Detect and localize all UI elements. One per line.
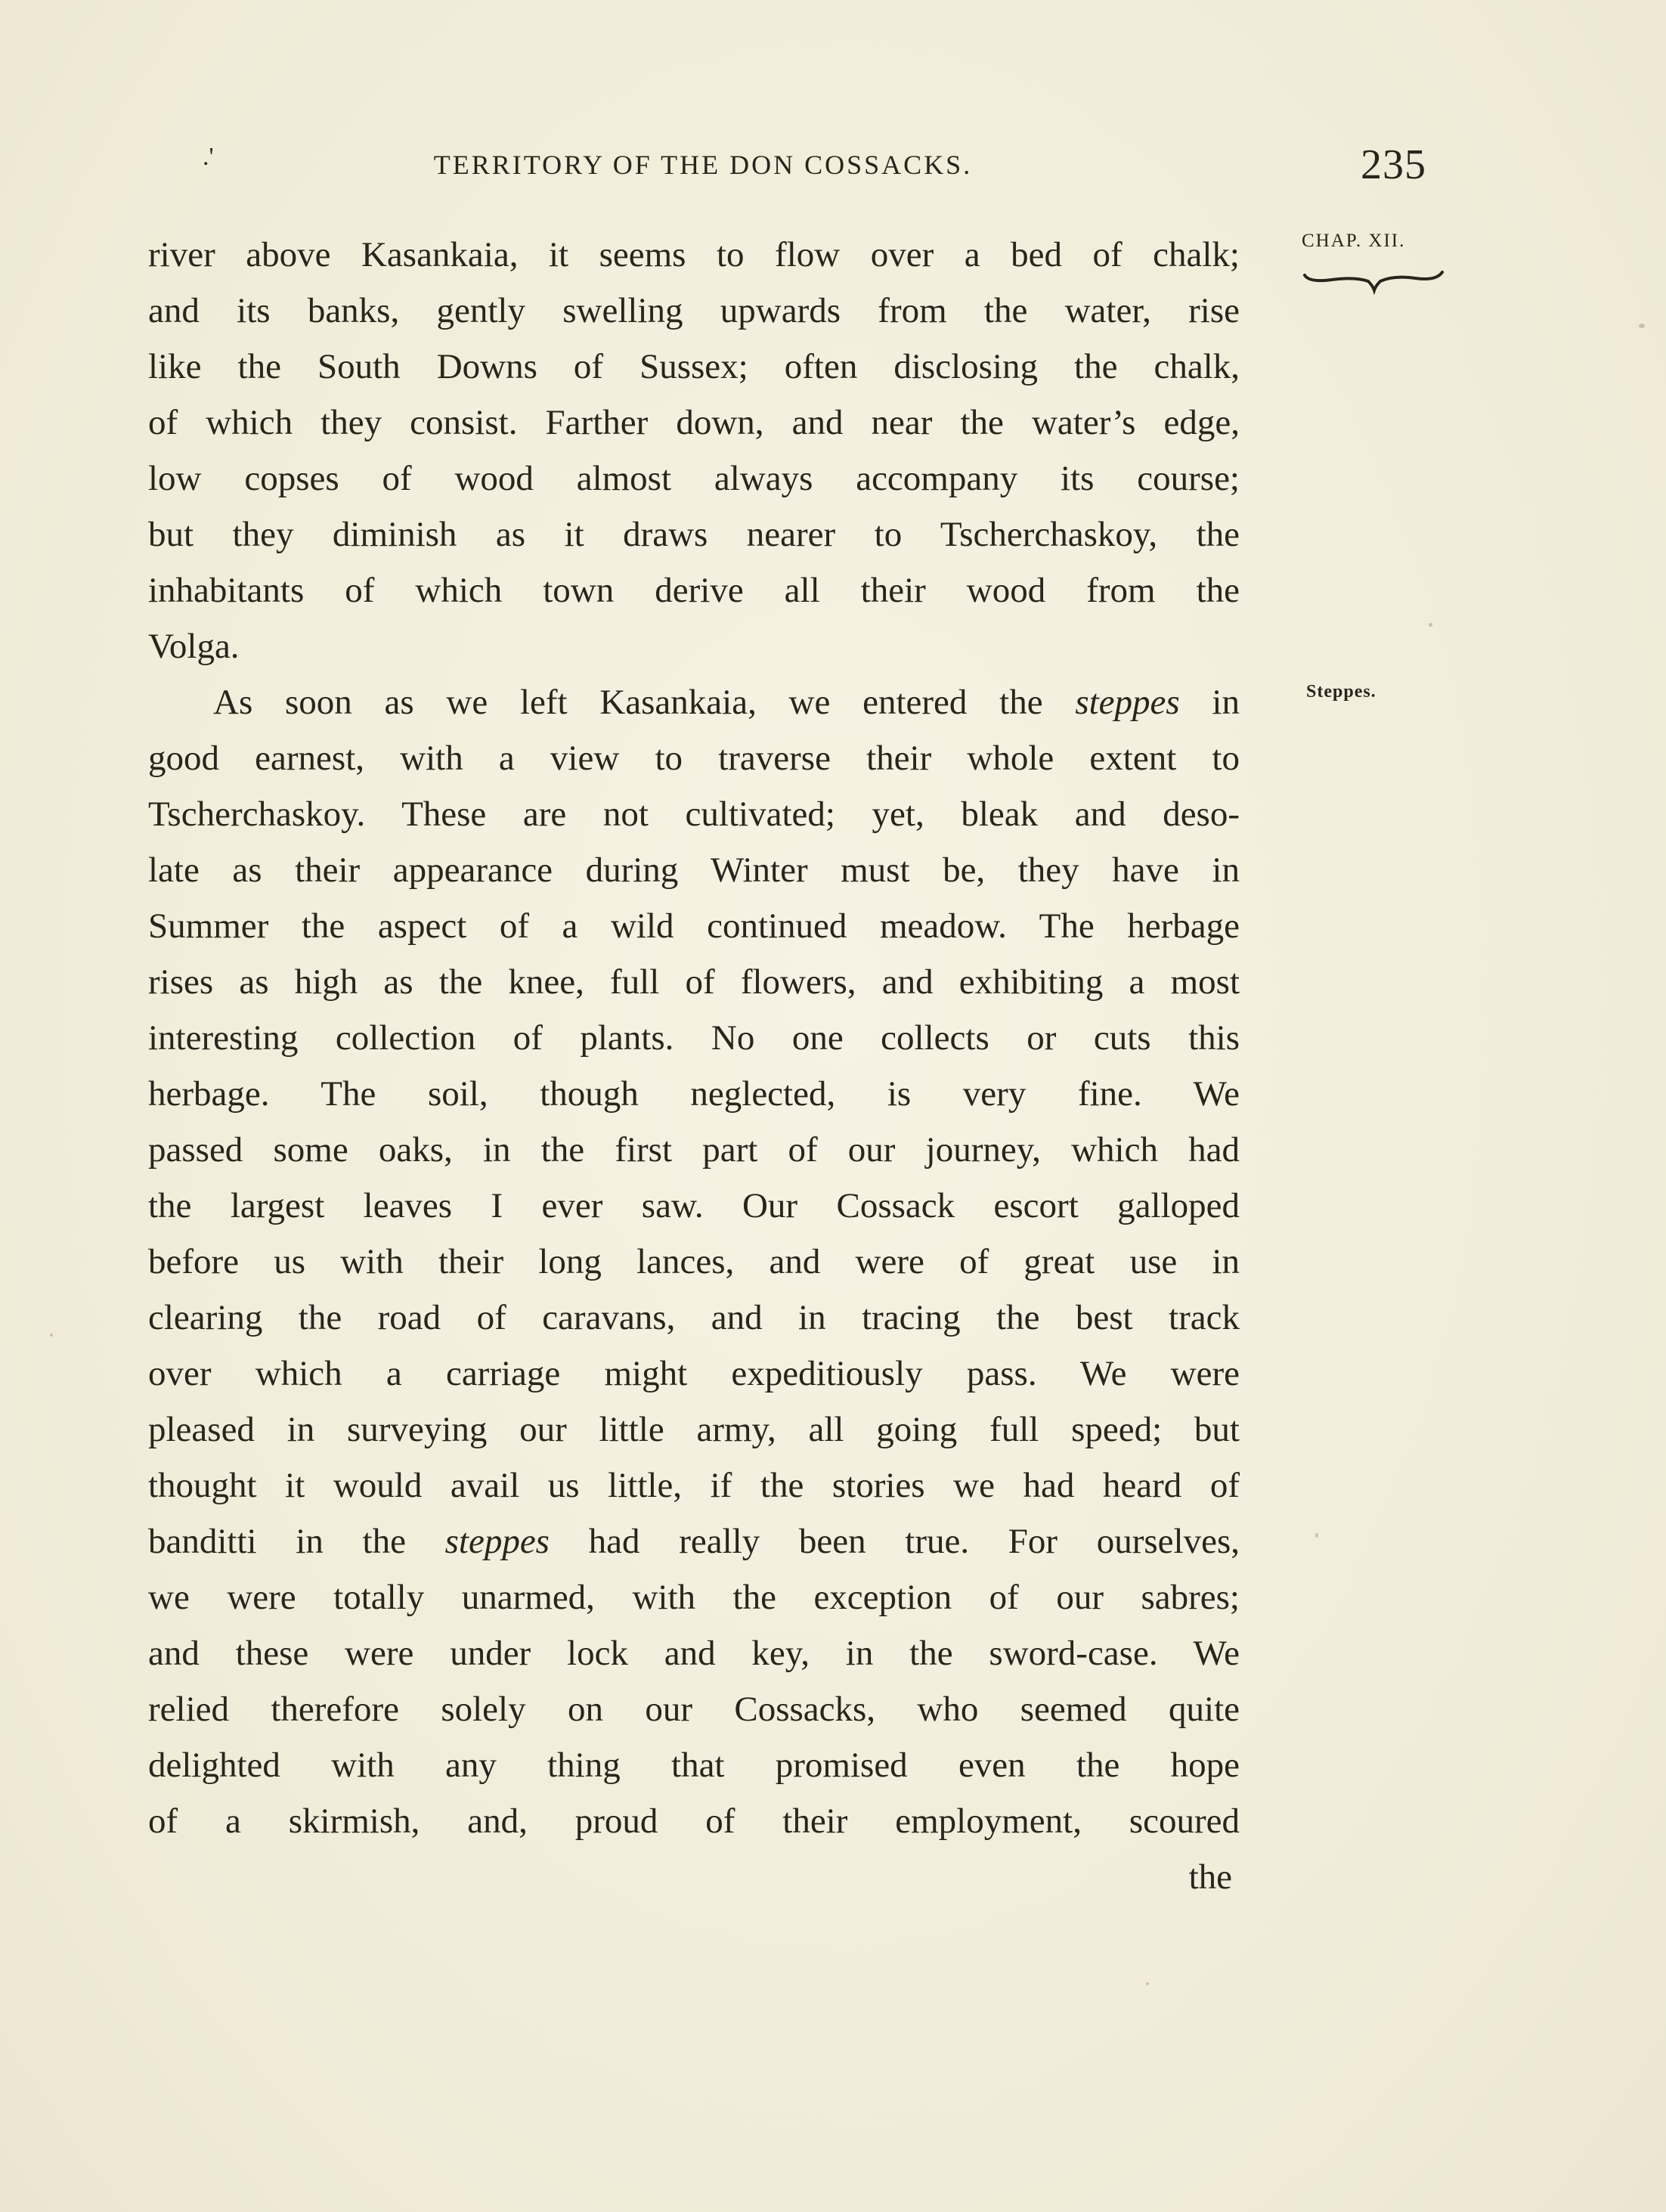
paper-speck xyxy=(1429,623,1432,627)
text-line: like the South Downs of Sussex; often disclosing the chalk, xyxy=(148,347,1240,386)
header-mark: .' xyxy=(203,143,214,171)
text-line: the largest leaves I ever saw. Our Cossack escort galloped xyxy=(148,1186,1240,1225)
body-text xyxy=(148,227,1240,1905)
text-line: pleased in surveying our little army, all going full speed; but xyxy=(148,1410,1240,1449)
text-line: clearing the road of caravans, and in tracing the best track xyxy=(148,1298,1240,1337)
page-header-title: TERRITORY OF THE DON COSSACKS. xyxy=(433,150,973,180)
paper-speck xyxy=(50,1334,53,1337)
text-line: Volga. xyxy=(148,627,240,666)
text-line: inhabitants of which town derive all their wood from the xyxy=(148,571,1240,610)
page-number: 235 xyxy=(1361,141,1426,188)
text-line: rises as high as the knee, full of flowers, and exhibiting a most xyxy=(148,962,1240,1002)
text-line: river above Kasankaia, it seems to flow over a bed of chalk; xyxy=(148,235,1240,274)
brace-ornament-icon xyxy=(1302,265,1445,295)
text-line: relied therefore solely on our Cossacks, who seemed quite xyxy=(148,1690,1240,1729)
text-line: but they diminish as it draws nearer to Tscherchaskoy, the xyxy=(148,515,1240,554)
text-line: Summer the aspect of a wild continued meadow. The herbage xyxy=(148,906,1240,946)
text-segment: in xyxy=(1179,683,1240,722)
text-line: and its banks, gently swelling upwards from the water, rise xyxy=(148,291,1240,330)
text-line: delighted with any thing that promised even the hope xyxy=(148,1746,1240,1785)
text-line: before us with their long lances, and were of great use in xyxy=(148,1242,1240,1281)
text-line: good earnest, with a view to traverse their whole extent to xyxy=(148,739,1240,778)
paper-speck xyxy=(1315,1533,1318,1538)
text-segment: had really been true. For ourselves, xyxy=(549,1522,1240,1561)
text-line: Tscherchaskoy. These are not cultivated; yet, bleak and deso- xyxy=(148,795,1240,834)
text-line: over which a carriage might expeditiously pass. We were xyxy=(148,1354,1240,1393)
text-line: thought it would avail us little, if the stories we had heard of xyxy=(148,1466,1240,1505)
paragraph-start-line xyxy=(148,674,1240,730)
italic-term: steppes xyxy=(1075,683,1180,722)
text-segment: banditti in the xyxy=(148,1522,445,1561)
italic-term: steppes xyxy=(444,1522,550,1561)
text-line: of which they consist. Farther down, and near the water’s edge, xyxy=(148,403,1240,442)
margin-note-chapter: CHAP. XII. xyxy=(1302,231,1406,251)
text-line: low copses of wood almost always accompany its course; xyxy=(148,459,1240,498)
catchword: the xyxy=(1188,1857,1232,1897)
margin-note-steppes: Steppes. xyxy=(1306,682,1376,702)
text-line: and these were under lock and key, in the sword-case. We xyxy=(148,1634,1240,1673)
text-line: interesting collection of plants. No one collects or cuts this xyxy=(148,1018,1240,1058)
text-line: we were totally unarmed, with the exception of our sabres; xyxy=(148,1578,1240,1617)
running-head xyxy=(0,142,1666,187)
text-line: late as their appearance during Winter must be, they have in xyxy=(148,850,1240,890)
paper-speck xyxy=(1639,324,1645,328)
text-line: herbage. The soil, though neglected, is very fine. We xyxy=(148,1074,1240,1114)
text-line: of a skirmish, and, proud of their employment, scoured xyxy=(148,1802,1240,1841)
text-line xyxy=(148,1513,1240,1569)
text-segment: As soon as we left Kasankaia, we entered the xyxy=(213,683,1076,722)
paper-speck xyxy=(1146,1982,1149,1985)
text-line: passed some oaks, in the first part of our journey, which had xyxy=(148,1130,1240,1170)
